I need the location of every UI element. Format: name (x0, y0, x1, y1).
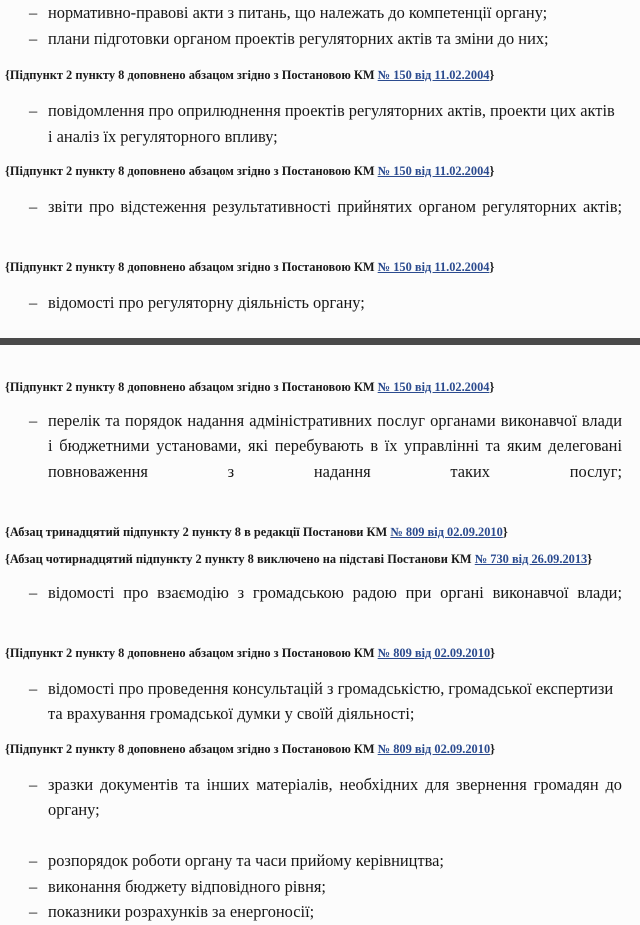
section-divider (0, 338, 640, 345)
vertical-spacer (0, 727, 640, 741)
amendment-note-suffix: } (489, 68, 495, 82)
vertical-spacer (0, 568, 640, 580)
amendment-note (0, 259, 640, 276)
amendment-note-prefix: {Підпункт 2 пункту 8 доповнено абзацом згідно з Постановою КМ (5, 260, 378, 274)
list-item (0, 772, 640, 849)
bullet-dash-icon: – (29, 582, 38, 602)
amendment-resolution-link[interactable]: № 809 від 02.09.2010 (390, 524, 503, 539)
amendment-note-prefix: {Абзац тринадцятий підпункту 2 пункту 8 в редакції Постанови КМ (5, 524, 391, 539)
amendment-note-prefix: {Підпункт 2 пункту 8 доповнено абзацом згідно з Постановою КМ (5, 164, 378, 178)
vertical-spacer (0, 662, 640, 676)
amendment-note-suffix: } (490, 645, 496, 660)
amendment-resolution-link[interactable]: № 150 від 11.02.2004 (377, 260, 490, 274)
amendment-note-prefix: {Підпункт 2 пункту 8 доповнено абзацом згідно з Постановою КМ (5, 379, 378, 394)
bullet-dash-icon: – (29, 851, 38, 870)
list-item-text: відомості про проведення консультацій з громадськістю, громадської експертизи та врахування громадської думки у своїй діяльності; (48, 678, 614, 723)
vertical-spacer (0, 149, 640, 163)
vertical-spacer (0, 84, 640, 98)
list-item-text: відомості про взаємодію з громадською радою при органі виконавчої влади; (48, 582, 622, 602)
amendment-note-suffix: } (489, 379, 495, 394)
vertical-spacer (0, 316, 640, 338)
list-item (0, 98, 640, 149)
bullet-dash-icon: – (29, 902, 38, 921)
list-item (0, 899, 640, 925)
vertical-spacer (0, 345, 640, 379)
list-item (0, 26, 640, 52)
amendment-resolution-link[interactable]: № 809 від 02.09.2010 (377, 645, 491, 660)
bullet-dash-icon: – (29, 101, 38, 120)
amendment-resolution-link[interactable]: № 150 від 11.02.2004 (377, 164, 490, 178)
list-item (0, 874, 640, 900)
amendment-note (0, 524, 640, 541)
list-item-text: нормативно-правові акти з питань, що належать до компетенції органу; (48, 3, 548, 22)
amendment-note-suffix: } (502, 524, 508, 539)
vertical-spacer (0, 758, 640, 772)
amendment-note-prefix: {Підпункт 2 пункту 8 доповнено абзацом згідно з Постановою КМ (5, 68, 378, 82)
bullet-dash-icon: – (29, 197, 38, 216)
list-item (0, 676, 640, 727)
bullet-dash-icon: – (29, 774, 38, 794)
list-item (0, 408, 640, 510)
bullet-dash-icon: – (29, 3, 38, 22)
list-item-text: відомості про регуляторну діяльність органу; (48, 293, 365, 312)
list-item (0, 290, 640, 316)
amendment-note-suffix: } (587, 551, 593, 566)
list-item-text: показники розрахунків за енергоносії; (48, 902, 315, 921)
vertical-spacer (0, 180, 640, 194)
amendment-note-suffix: } (489, 260, 495, 274)
bullet-dash-icon: – (29, 28, 38, 48)
amendment-note (0, 551, 640, 568)
amendment-note (0, 67, 640, 84)
amendment-note-prefix: {Підпункт 2 пункту 8 доповнено абзацом згідно з Постановою КМ (5, 645, 378, 660)
amendment-resolution-link[interactable]: № 150 від 11.02.2004 (377, 379, 490, 394)
amendment-note (0, 645, 640, 662)
amendment-note-suffix: } (489, 164, 495, 178)
amendment-resolution-link[interactable]: № 150 від 11.02.2004 (377, 68, 490, 82)
list-item-text: перелік та порядок надання адміністративних послуг органами виконавчої влади і бюджетними установами, які перебувають в їх управлінні та яким делеговані повноваження з надання таких послуг; (48, 410, 622, 481)
bullet-dash-icon: – (29, 410, 38, 430)
amendment-note-prefix: {Абзац чотирнадцятий підпункту 2 пункту 8 виключено на підставі Постанови КМ (5, 551, 475, 566)
vertical-spacer (0, 510, 640, 524)
amendment-note (0, 741, 640, 758)
list-item (0, 194, 640, 245)
vertical-spacer (0, 51, 640, 67)
list-item (0, 0, 640, 26)
bullet-dash-icon: – (29, 876, 38, 896)
vertical-spacer (0, 245, 640, 259)
bullet-dash-icon: – (29, 678, 38, 698)
list-item (0, 580, 640, 631)
list-item-text: розпорядок роботи органу та часи прийому керівництва; (48, 851, 444, 870)
vertical-spacer (0, 276, 640, 290)
amendment-note-suffix: } (490, 741, 496, 756)
list-item-text: повідомлення про оприлюднення проектів регуляторних актів, проекти цих актів і аналіз їх регуляторного впливу; (48, 101, 615, 146)
amendment-note (0, 163, 640, 180)
amendment-resolution-link[interactable]: № 809 від 02.09.2010 (377, 741, 491, 756)
list-item (0, 848, 640, 874)
amendment-resolution-link[interactable]: № 730 від 26.09.2013 (474, 551, 588, 566)
amendment-note (0, 379, 640, 396)
list-item-text: плани підготовки органом проектів регуляторних актів та зміни до них; (48, 28, 549, 48)
vertical-spacer (0, 396, 640, 408)
vertical-spacer (0, 541, 640, 551)
vertical-spacer (0, 631, 640, 645)
list-item-text: звіти про відстеження результативності прийнятих органом регуляторних актів; (48, 197, 622, 216)
list-item-text: виконання бюджету відповідного рівня; (48, 876, 326, 896)
list-item-text: зразки документів та інших матеріалів, необхідних для звернення громадян до органу; (48, 774, 622, 819)
amendment-note-prefix: {Підпункт 2 пункту 8 доповнено абзацом згідно з Постановою КМ (5, 741, 378, 756)
bullet-dash-icon: – (29, 293, 38, 312)
